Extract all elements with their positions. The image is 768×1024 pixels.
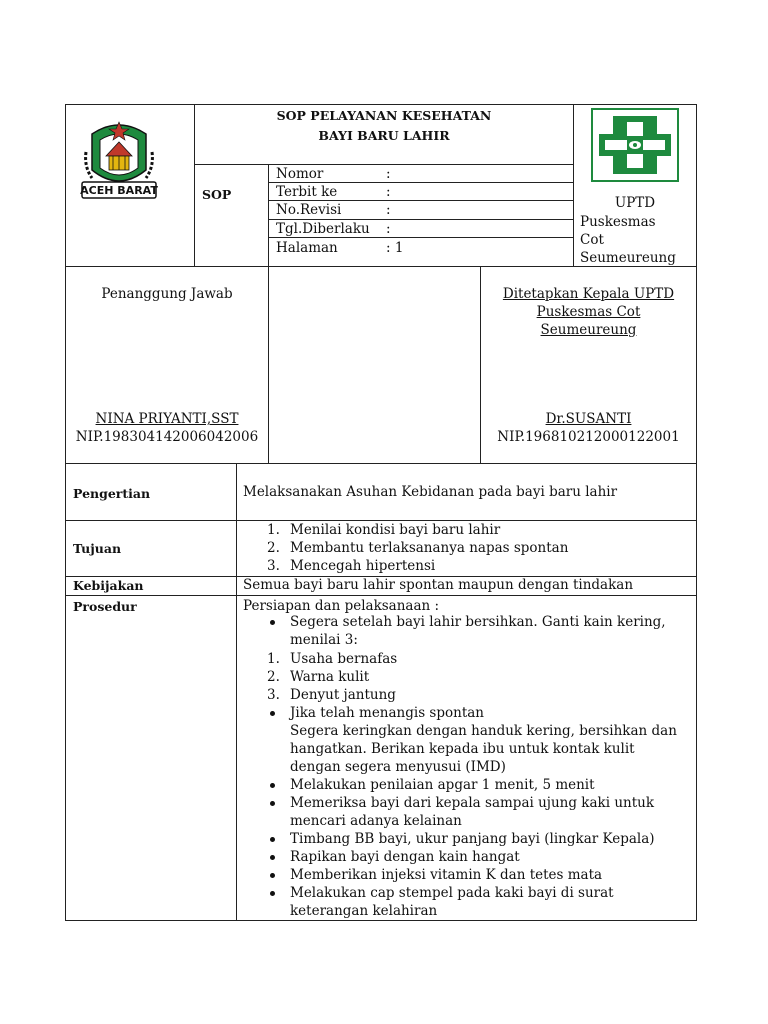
prosedur-line: Memeriksa bayi dari kepala sampai ujung kaki untuk: [290, 795, 655, 811]
kebijakan-label: Kebijakan: [73, 578, 144, 593]
pengertian-label: Pengertian: [73, 486, 151, 501]
tujuan-num-2: 2.: [267, 540, 280, 556]
prosedur-line: hangatkan. Berikan kepada ibu untuk kontak kulit: [290, 741, 635, 757]
prosedur-line: Usaha bernafas: [290, 651, 398, 667]
prosedur-line: Segera keringkan dengan handuk kering, bersihkan dan: [290, 723, 677, 739]
title-line-1: SOP PELAYANAN KESEHATAN: [276, 108, 492, 123]
prosedur-line: Jika telah menangis spontan: [290, 705, 484, 721]
pengertian-text: Melaksanakan Asuhan Kebidanan pada bayi baru lahir: [243, 484, 618, 500]
right-nip: NIP.196810212000122001: [497, 429, 680, 445]
bullet-icon: [270, 711, 275, 716]
org-line-3: Cot: [580, 232, 604, 248]
tujuan-item-2: Membantu terlaksananya napas spontan: [290, 540, 569, 556]
prosedur-line: Timbang BB bayi, ukur panjang bayi (lingkar Kepala): [290, 831, 655, 847]
left-role: Penanggung Jawab: [101, 286, 233, 302]
bullet-icon: [270, 783, 275, 788]
title-line-2: BAYI BARU LAHIR: [318, 128, 450, 143]
field-value-terbit: :: [386, 184, 391, 200]
field-label-diberlaku: Tgl.Diberlaku: [276, 221, 370, 237]
prosedur-line: Denyut jantung: [290, 687, 396, 703]
bullet-icon: [270, 891, 275, 896]
tujuan-item-3: Mencegah hipertensi: [290, 558, 436, 574]
left-nip: NIP.198304142006042006: [75, 429, 259, 445]
field-value-halaman: : 1: [386, 240, 404, 256]
tujuan-num-1: 1.: [267, 522, 280, 538]
prosedur-label: Prosedur: [73, 599, 137, 614]
prosedur-line: Segera setelah bayi lahir bersihkan. Ganti kain kering,: [290, 614, 666, 630]
field-value-diberlaku: :: [386, 221, 391, 237]
prosedur-line: keterangan kelahiran: [290, 903, 438, 919]
prosedur-num-1: 1.: [267, 651, 280, 667]
puskesmas-logo: [591, 108, 679, 182]
sop-label: SOP: [202, 187, 232, 202]
aceh-barat-logo: [78, 112, 160, 204]
field-label-halaman: Halaman: [276, 240, 338, 256]
org-line-2: Puskesmas: [580, 214, 656, 230]
prosedur-line: menilai 3:: [290, 632, 358, 648]
bullet-icon: [270, 620, 275, 625]
bullet-icon: [270, 855, 275, 860]
org-line-1: UPTD: [614, 195, 656, 211]
tujuan-label: Tujuan: [73, 541, 122, 556]
prosedur-num-3: 3.: [267, 687, 280, 703]
prosedur-intro: Persiapan dan pelaksanaan :: [243, 598, 440, 614]
field-label-revisi: No.Revisi: [276, 202, 342, 218]
right-role-2: Puskesmas Cot: [536, 304, 641, 320]
prosedur-num-2: 2.: [267, 669, 280, 685]
prosedur-line: Melakukan penilaian apgar 1 menit, 5 menit: [290, 777, 595, 793]
prosedur-line: Melakukan cap stempel pada kaki bayi di surat: [290, 885, 614, 901]
prosedur-line: dengan segera menyusui (IMD): [290, 759, 506, 775]
field-value-revisi: :: [386, 202, 391, 218]
bullet-icon: [270, 873, 275, 878]
prosedur-line: Rapikan bayi dengan kain hangat: [290, 849, 520, 865]
tujuan-item-1: Menilai kondisi bayi baru lahir: [290, 522, 501, 538]
bullet-icon: [270, 801, 275, 806]
field-label-nomor: Nomor: [276, 166, 324, 182]
field-value-nomor: :: [386, 166, 391, 182]
left-name: NINA PRIYANTI,SST: [95, 411, 239, 427]
bullet-icon: [270, 837, 275, 842]
prosedur-line: Memberikan injeksi vitamin K dan tetes mata: [290, 867, 603, 883]
kebijakan-text: Semua bayi baru lahir spontan maupun dengan tindakan: [243, 577, 634, 593]
prosedur-line: Warna kulit: [290, 669, 370, 685]
right-name: Dr.SUSANTI: [545, 411, 632, 427]
right-role-3: Seumeureung: [540, 322, 637, 338]
logo-left-text: ACEH BARAT: [80, 184, 158, 197]
field-label-terbit: Terbit ke: [276, 184, 338, 200]
prosedur-line: mencari adanya kelainan: [290, 813, 462, 829]
org-line-4: Seumeureung: [580, 250, 676, 266]
tujuan-num-3: 3.: [267, 558, 280, 574]
right-role-1: Ditetapkan Kepala UPTD: [502, 286, 675, 302]
